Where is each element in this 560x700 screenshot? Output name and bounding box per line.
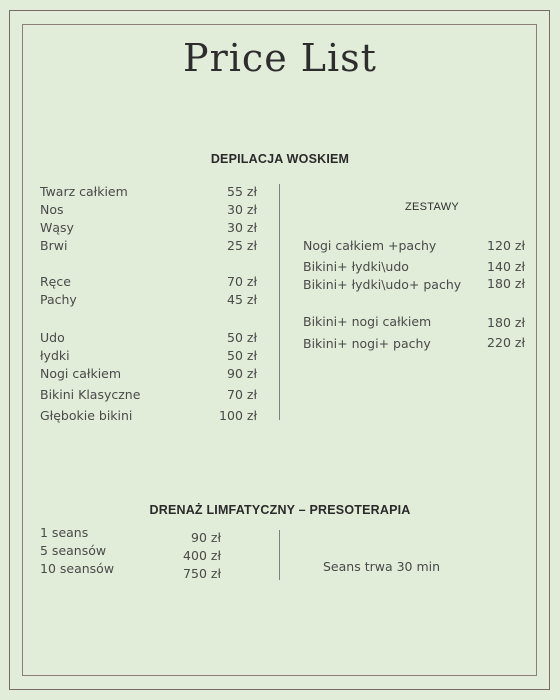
wax-item-price: 90 zł <box>227 366 257 381</box>
set-item-name: Bikini+ łydki\udo+ pachy <box>303 277 462 292</box>
wax-item-name: Brwi <box>40 238 68 253</box>
wax-item-name: Bikini Klasyczne <box>40 387 141 402</box>
wax-item-name: łydki <box>40 348 70 363</box>
set-item-price: 180 zł <box>487 315 525 330</box>
sets-heading: ZESTAWY <box>405 201 460 213</box>
wax-item-price: 55 zł <box>227 184 257 199</box>
drainage-item-name: 1 seans <box>40 525 89 540</box>
wax-item-name: Ręce <box>40 274 71 289</box>
drainage-divider <box>279 530 280 580</box>
drainage-item-price: 400 zł <box>183 548 221 563</box>
wax-item-price: 50 zł <box>227 348 257 363</box>
drainage-item-name: 5 seansów <box>40 543 107 558</box>
wax-item-price: 30 zł <box>227 202 257 217</box>
wax-item-price: 30 zł <box>227 220 257 235</box>
wax-item-name: Pachy <box>40 292 77 307</box>
wax-item-price: 45 zł <box>227 292 257 307</box>
column-divider <box>279 184 280 420</box>
wax-item-name: Nos <box>40 202 64 217</box>
wax-item-price: 100 zł <box>219 408 257 423</box>
set-item-price: 140 zł <box>487 259 525 274</box>
drainage-item-name: 10 seansów <box>40 561 115 576</box>
set-item-name: Bikini+ łydki\udo <box>303 259 409 274</box>
set-item-name: Nogi całkiem +pachy <box>303 238 437 253</box>
wax-item-name: Udo <box>40 330 65 345</box>
wax-item-name: Wąsy <box>40 220 74 235</box>
drainage-heading: DRENAŻ LIMFATYCZNY – PRESOTERAPIA <box>149 503 411 517</box>
wax-item-name: Nogi całkiem <box>40 366 122 381</box>
drainage-note: Seans trwa 30 min <box>323 559 441 574</box>
wax-item-price: 70 zł <box>227 387 257 402</box>
set-item-price: 120 zł <box>487 238 525 253</box>
wax-item-name: Twarz całkiem <box>40 184 128 199</box>
wax-item-price: 70 zł <box>227 274 257 289</box>
drainage-item-price: 750 zł <box>183 566 221 581</box>
set-item-name: Bikini+ nogi całkiem <box>303 314 432 329</box>
wax-item-price: 50 zł <box>227 330 257 345</box>
set-item-name: Bikini+ nogi+ pachy <box>303 336 431 351</box>
set-item-price: 180 zł <box>487 276 525 291</box>
wax-heading: DEPILACJA WOSKIEM <box>210 152 350 166</box>
page-title: Price List <box>183 36 377 80</box>
wax-item-name: Głębokie bikini <box>40 408 133 423</box>
set-item-price: 220 zł <box>487 335 525 350</box>
drainage-item-price: 90 zł <box>191 530 221 545</box>
wax-item-price: 25 zł <box>227 238 257 253</box>
